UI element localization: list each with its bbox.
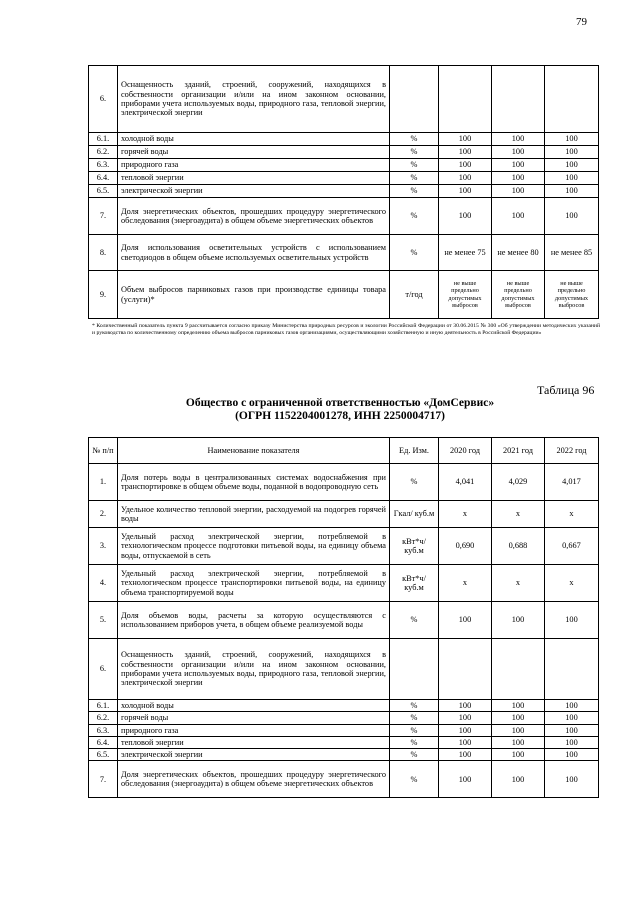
table-row <box>89 639 599 700</box>
value-cell: х <box>545 501 599 528</box>
value-cell: не выше предельно допустимых выбросов <box>439 271 492 319</box>
table-row <box>89 159 599 172</box>
value-cell: 4,029 <box>492 464 545 501</box>
value-cell: 100 <box>492 185 545 198</box>
unit-cell: % <box>390 700 439 712</box>
indicator-name: электрической энергии <box>118 185 390 198</box>
header-year-2020: 2020 год <box>439 438 492 464</box>
value-cell: 100 <box>492 159 545 172</box>
unit-cell: кВт*ч/ куб.м <box>390 528 439 565</box>
value-cell: 100 <box>545 172 599 185</box>
unit-cell: % <box>390 133 439 146</box>
header-year-2022: 2022 год <box>545 438 599 464</box>
value-cell: 100 <box>545 602 599 639</box>
indicator-name: горячей воды <box>118 146 390 159</box>
unit-cell: % <box>390 749 439 761</box>
unit-cell: % <box>390 146 439 159</box>
indicator-name: Объем выбросов парниковых газов при производстве единицы товара (услуги)* <box>118 271 390 319</box>
value-cell <box>545 639 599 700</box>
row-number: 6.4. <box>89 172 118 185</box>
indicator-name: природного газа <box>118 724 390 736</box>
value-cell <box>492 639 545 700</box>
value-cell: 100 <box>492 761 545 798</box>
value-cell: 0,690 <box>439 528 492 565</box>
indicator-name: холодной воды <box>118 133 390 146</box>
indicator-name: Оснащенность зданий, строений, сооружений, находящихся в собственности организации и/или на ином законном основании, приборами учета используемых воды, природного газа, тепловой энергии, электрической энергии <box>118 639 390 700</box>
value-cell: не менее 75 <box>439 235 492 271</box>
row-number: 6.2. <box>89 712 118 724</box>
table-row <box>89 271 599 319</box>
indicator-name: электрической энергии <box>118 749 390 761</box>
value-cell: 100 <box>439 736 492 748</box>
table-row <box>89 235 599 271</box>
page-number: 79 <box>576 16 587 28</box>
table-row <box>89 198 599 235</box>
value-cell: 4,017 <box>545 464 599 501</box>
value-cell: 100 <box>492 736 545 748</box>
value-cell: 100 <box>439 712 492 724</box>
table-row <box>89 528 599 565</box>
table-row <box>89 185 599 198</box>
row-number: 6.5. <box>89 185 118 198</box>
value-cell: 100 <box>492 712 545 724</box>
row-number: 6.3. <box>89 724 118 736</box>
indicator-name: Удельный расход электрической энергии, потребляемой в технологическом процессе транспортировки питьевой воды, на единицу объема транспортируемой воды <box>118 565 390 602</box>
unit-cell: % <box>390 159 439 172</box>
value-cell: 100 <box>439 700 492 712</box>
table-row <box>89 700 599 712</box>
value-cell: не выше предельно допустимых выбросов <box>492 271 545 319</box>
value-cell: 100 <box>492 602 545 639</box>
unit-cell: Гкал/ куб.м <box>390 501 439 528</box>
table-row <box>89 146 599 159</box>
value-cell: 100 <box>492 133 545 146</box>
indicator-name: Удельный расход электрической энергии, потребляемой в технологическом процессе подготовки питьевой воды, на единицу объема воды, отпускаемой в сеть <box>118 528 390 565</box>
row-number: 8. <box>89 235 118 271</box>
unit-cell: % <box>390 712 439 724</box>
indicator-name: Доля объемов воды, расчеты за которую осуществляются с использованием приборов учета, в общем объеме реализуемой воды <box>118 602 390 639</box>
organization-title <box>120 397 560 423</box>
value-cell: 100 <box>545 749 599 761</box>
value-cell <box>439 639 492 700</box>
row-number: 2. <box>89 501 118 528</box>
value-cell: 100 <box>545 133 599 146</box>
unit-cell: % <box>390 736 439 748</box>
table-row <box>89 736 599 748</box>
row-number: 6. <box>89 639 118 700</box>
value-cell <box>439 66 492 133</box>
unit-cell: % <box>390 761 439 798</box>
value-cell: х <box>439 565 492 602</box>
table-row <box>89 133 599 146</box>
value-cell: 100 <box>439 133 492 146</box>
indicator-name: холодной воды <box>118 700 390 712</box>
value-cell: 100 <box>545 761 599 798</box>
value-cell: не выше предельно допустимых выбросов <box>545 271 599 319</box>
row-number: 4. <box>89 565 118 602</box>
indicator-name: Доля использования осветительных устройств с использованием светодиодов в общем объеме используемых осветительных устройств <box>118 235 390 271</box>
unit-cell: % <box>390 198 439 235</box>
table-row <box>89 602 599 639</box>
row-number: 6. <box>89 66 118 133</box>
value-cell: 100 <box>545 159 599 172</box>
table-row <box>89 761 599 798</box>
header-number: № п/п <box>89 438 118 464</box>
value-cell: х <box>492 565 545 602</box>
unit-cell: % <box>390 185 439 198</box>
row-number: 6.2. <box>89 146 118 159</box>
footnote: * Количественный показатель пункта 9 рассчитывается согласно приказу Министерства природных ресурсов и экологии Российской Федерации от 30.06.2015 № 300 «Об утверждении методических указаний и руководства по количественному определению объема выбросов парниковых газов организациями, осуществляющими хозяйственную и иную деятельность в Российской Федерации» <box>92 323 600 337</box>
value-cell: х <box>439 501 492 528</box>
value-cell: 0,688 <box>492 528 545 565</box>
value-cell: 100 <box>492 749 545 761</box>
value-cell: 100 <box>439 198 492 235</box>
indicator-name: горячей воды <box>118 712 390 724</box>
value-cell: 100 <box>545 724 599 736</box>
row-number: 6.4. <box>89 736 118 748</box>
row-number: 6.3. <box>89 159 118 172</box>
row-number: 3. <box>89 528 118 565</box>
table-row <box>89 66 599 133</box>
table-row <box>89 749 599 761</box>
indicator-name: Доля потерь воды в централизованных системах водоснабжения при транспортировке в общем объеме воды, поданной в водопроводную сеть <box>118 464 390 501</box>
value-cell: 100 <box>492 700 545 712</box>
row-number: 1. <box>89 464 118 501</box>
value-cell: 100 <box>439 159 492 172</box>
header-year-2021: 2021 год <box>492 438 545 464</box>
value-cell: х <box>492 501 545 528</box>
row-number: 6.5. <box>89 749 118 761</box>
value-cell: 100 <box>439 185 492 198</box>
unit-cell <box>390 66 439 133</box>
unit-cell: % <box>390 235 439 271</box>
value-cell: 100 <box>492 198 545 235</box>
row-number: 7. <box>89 761 118 798</box>
value-cell: х <box>545 565 599 602</box>
header-unit: Ед. Изм. <box>390 438 439 464</box>
value-cell: 100 <box>545 198 599 235</box>
value-cell: 4,041 <box>439 464 492 501</box>
unit-cell: т/год <box>390 271 439 319</box>
row-number: 5. <box>89 602 118 639</box>
value-cell: 100 <box>439 749 492 761</box>
unit-cell: кВт*ч/ куб.м <box>390 565 439 602</box>
row-number: 7. <box>89 198 118 235</box>
value-cell <box>545 66 599 133</box>
value-cell: 100 <box>545 700 599 712</box>
table-row <box>89 172 599 185</box>
indicator-name: природного газа <box>118 159 390 172</box>
value-cell: 0,667 <box>545 528 599 565</box>
value-cell: 100 <box>439 724 492 736</box>
value-cell: 100 <box>545 146 599 159</box>
value-cell: 100 <box>439 172 492 185</box>
organization-ids: (ОГРН 1152204001278, ИНН 2250004717) <box>235 410 445 422</box>
value-cell: 100 <box>492 724 545 736</box>
value-cell: 100 <box>545 736 599 748</box>
unit-cell: % <box>390 724 439 736</box>
unit-cell: % <box>390 172 439 185</box>
indicator-name: Доля энергетических объектов, прошедших процедуру энергетического обследования (энергоаудита) в общем объеме энергетических объектов <box>118 198 390 235</box>
table-row <box>89 501 599 528</box>
value-cell: 100 <box>545 712 599 724</box>
unit-cell: % <box>390 464 439 501</box>
value-cell: не менее 85 <box>545 235 599 271</box>
indicator-name: Удельное количество тепловой энергии, расходуемой на подогрев горячей воды <box>118 501 390 528</box>
unit-cell: % <box>390 602 439 639</box>
table-row <box>89 464 599 501</box>
value-cell: 100 <box>439 761 492 798</box>
indicator-name: Оснащенность зданий, строений, сооружений, находящихся в собственности организации и/или на ином законном основании, приборами учета используемых воды, природного газа, тепловой энергии, электрической энергии <box>118 66 390 133</box>
indicator-name: тепловой энергии <box>118 172 390 185</box>
indicator-name: тепловой энергии <box>118 736 390 748</box>
row-number: 6.1. <box>89 700 118 712</box>
value-cell <box>492 66 545 133</box>
organization-name: Общество с ограниченной ответственностью «ДомСервис» <box>185 397 495 409</box>
unit-cell <box>390 639 439 700</box>
table-row <box>89 565 599 602</box>
indicators-table <box>88 437 599 798</box>
table-caption: Таблица 96 <box>537 383 595 397</box>
value-cell: 100 <box>492 172 545 185</box>
row-number: 6.1. <box>89 133 118 146</box>
indicator-name: Доля энергетических объектов, прошедших процедуру энергетического обследования (энергоаудита) в общем объеме энергетических объектов <box>118 761 390 798</box>
value-cell: 100 <box>439 602 492 639</box>
value-cell: 100 <box>439 146 492 159</box>
value-cell: не менее 80 <box>492 235 545 271</box>
table-header-row <box>89 438 599 464</box>
row-number: 9. <box>89 271 118 319</box>
table-row <box>89 724 599 736</box>
indicators-table-continued <box>88 65 599 319</box>
header-indicator-name: Наименование показателя <box>118 438 390 464</box>
value-cell: 100 <box>492 146 545 159</box>
value-cell: 100 <box>545 185 599 198</box>
table-row <box>89 712 599 724</box>
